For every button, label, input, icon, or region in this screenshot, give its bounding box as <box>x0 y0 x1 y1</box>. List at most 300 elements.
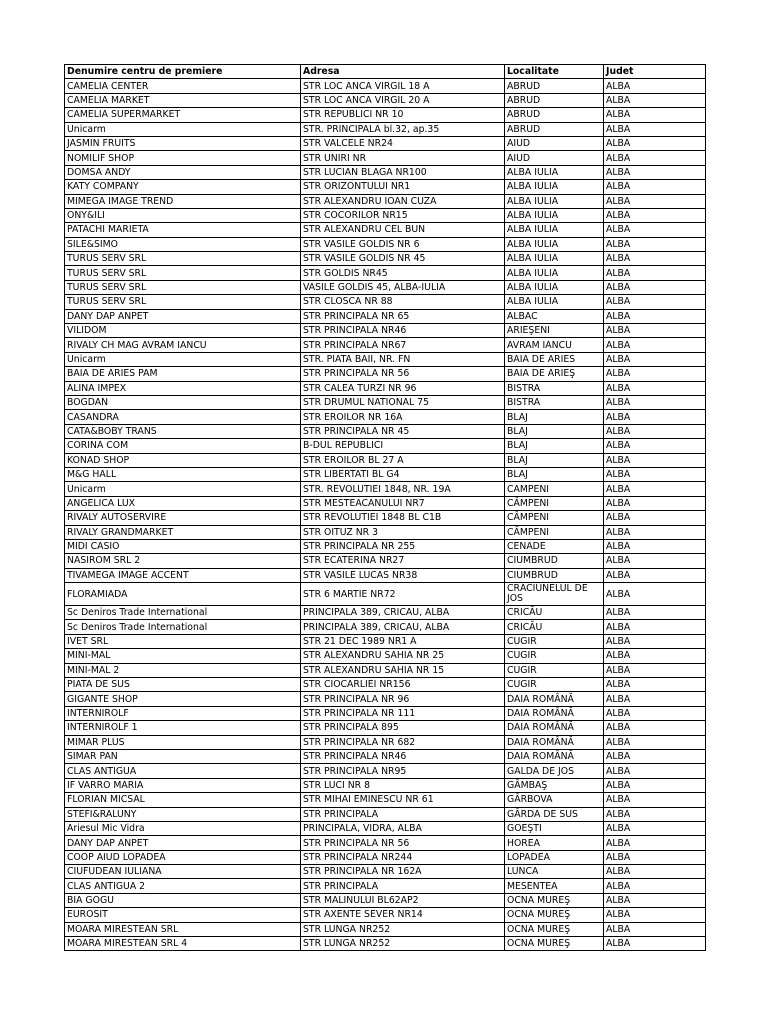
cell-county: ALBA <box>604 606 706 620</box>
table-row <box>65 309 706 323</box>
table-row <box>65 850 706 864</box>
table-row <box>65 922 706 936</box>
table-row <box>65 237 706 251</box>
cell-locality: CÂMPENI <box>505 496 604 510</box>
cell-county: ALBA <box>604 93 706 107</box>
cell-address: STR PRINCIPALA NR 56 <box>301 367 505 381</box>
cell-name: SILE&SIMO <box>65 237 301 251</box>
cell-locality: ABRUD <box>505 93 604 107</box>
cell-address: STR PRINCIPALA NR46 <box>301 324 505 338</box>
cell-locality: BAIA DE ARIES <box>505 352 604 366</box>
cell-address: STR. PIATA BAII, NR. FN <box>301 352 505 366</box>
cell-locality: CIUMBRUD <box>505 568 604 582</box>
table-row <box>65 367 706 381</box>
cell-name: CORINA COM <box>65 439 301 453</box>
cell-name: EUROSIT <box>65 908 301 922</box>
cell-county: ALBA <box>604 735 706 749</box>
table-row <box>65 525 706 539</box>
cell-address: STR COCORILOR NR15 <box>301 208 505 222</box>
table-row <box>65 453 706 467</box>
cell-name: RIVALY CH MAG AVRAM IANCU <box>65 338 301 352</box>
cell-locality: CUGIR <box>505 649 604 663</box>
cell-name: DOMSA ANDY <box>65 165 301 179</box>
table-row <box>65 295 706 309</box>
cell-name: CAMELIA MARKET <box>65 93 301 107</box>
cell-locality: AIUD <box>505 136 604 150</box>
table-row <box>65 793 706 807</box>
cell-address: STR VASILE GOLDIS NR 6 <box>301 237 505 251</box>
cell-name: PIATA DE SUS <box>65 678 301 692</box>
cell-county: ALBA <box>604 424 706 438</box>
column-header-county: Judet <box>604 65 706 79</box>
table-row <box>65 649 706 663</box>
cell-address: STR PRINCIPALA NR 111 <box>301 706 505 720</box>
cell-county: ALBA <box>604 922 706 936</box>
table-row <box>65 893 706 907</box>
cell-address: STR GOLDIS NR45 <box>301 266 505 280</box>
cell-address: STR ALEXANDRU CEL BUN <box>301 223 505 237</box>
cell-address: STR MIHAI EMINESCU NR 61 <box>301 793 505 807</box>
cell-county: ALBA <box>604 721 706 735</box>
table-row <box>65 620 706 634</box>
table-row <box>65 108 706 122</box>
table-row <box>65 136 706 150</box>
cell-county: ALBA <box>604 237 706 251</box>
cell-locality: ABRUD <box>505 108 604 122</box>
column-header-name: Denumire centru de premiere <box>65 65 301 79</box>
cell-address: VASILE GOLDIS 45, ALBA-IULIA <box>301 280 505 294</box>
cell-locality: CRICĂU <box>505 606 604 620</box>
cell-address: STR OITUZ NR 3 <box>301 525 505 539</box>
cell-county: ALBA <box>604 807 706 821</box>
cell-address: STR PRINCIPALA NR 65 <box>301 309 505 323</box>
cell-name: CATA&BOBY TRANS <box>65 424 301 438</box>
cell-county: ALBA <box>604 539 706 553</box>
cell-locality: OCNA MUREŞ <box>505 908 604 922</box>
cell-address: STR DRUMUL NATIONAL 75 <box>301 395 505 409</box>
cell-locality: CIUMBRUD <box>505 554 604 568</box>
cell-county: ALBA <box>604 937 706 951</box>
cell-locality: DAIA ROMÂNĂ <box>505 692 604 706</box>
cell-locality: OCNA MUREŞ <box>505 922 604 936</box>
cell-locality: DAIA ROMÂNĂ <box>505 749 604 763</box>
table-row <box>65 692 706 706</box>
cell-county: ALBA <box>604 79 706 93</box>
cell-county: ALBA <box>604 749 706 763</box>
cell-county: ALBA <box>604 908 706 922</box>
cell-name: DANY DAP ANPET <box>65 836 301 850</box>
cell-locality: LUNCA <box>505 865 604 879</box>
table-row <box>65 764 706 778</box>
cell-address: STR LIBERTATI BL G4 <box>301 467 505 481</box>
cell-locality: BLAJ <box>505 410 604 424</box>
cell-name: RIVALY AUTOSERVIRE <box>65 511 301 525</box>
cell-name: SIMAR PAN <box>65 749 301 763</box>
cell-county: ALBA <box>604 821 706 835</box>
cell-name: BOGDAN <box>65 395 301 409</box>
cell-name: M&G HALL <box>65 467 301 481</box>
table-row <box>65 554 706 568</box>
cell-address: STR UNIRI NR <box>301 151 505 165</box>
cell-address: STR EROILOR NR 16A <box>301 410 505 424</box>
cell-name: STEFI&RALUNY <box>65 807 301 821</box>
cell-locality: LOPADEA <box>505 850 604 864</box>
cell-county: ALBA <box>604 136 706 150</box>
cell-locality: DAIA ROMÂNĂ <box>505 735 604 749</box>
table-row <box>65 252 706 266</box>
cell-name: Unicarm <box>65 122 301 136</box>
cell-locality: ALBAC <box>505 309 604 323</box>
cell-locality: ALBA IULIA <box>505 194 604 208</box>
cell-address: STR ALEXANDRU IOAN CUZA <box>301 194 505 208</box>
cell-address: STR MESTEACANULUI NR7 <box>301 496 505 510</box>
cell-county: ALBA <box>604 338 706 352</box>
cell-locality: ABRUD <box>505 79 604 93</box>
cell-address: STR AXENTE SEVER NR14 <box>301 908 505 922</box>
table-row <box>65 496 706 510</box>
column-header-address: Adresa <box>301 65 505 79</box>
cell-locality: OCNA MUREŞ <box>505 937 604 951</box>
cell-address: STR PRINCIPALA NR95 <box>301 764 505 778</box>
table-row <box>65 539 706 553</box>
cell-name: GIGANTE SHOP <box>65 692 301 706</box>
cell-locality: HOREA <box>505 836 604 850</box>
table-row <box>65 749 706 763</box>
cell-name: IVET SRL <box>65 634 301 648</box>
cell-address: STR EROILOR BL 27 A <box>301 453 505 467</box>
cell-name: ANGELICA LUX <box>65 496 301 510</box>
cell-county: ALBA <box>604 496 706 510</box>
cell-locality: OCNA MUREŞ <box>505 893 604 907</box>
table-row <box>65 424 706 438</box>
column-header-locality: Localitate <box>505 65 604 79</box>
cell-address: STR CLOSCA NR 88 <box>301 295 505 309</box>
cell-name: BAIA DE ARIES PAM <box>65 367 301 381</box>
cell-county: ALBA <box>604 395 706 409</box>
cell-county: ALBA <box>604 180 706 194</box>
cell-county: ALBA <box>604 295 706 309</box>
cell-locality: ALBA IULIA <box>505 295 604 309</box>
cell-address: STR ALEXANDRU SAHIA NR 25 <box>301 649 505 663</box>
table-row <box>65 908 706 922</box>
cell-locality: BLAJ <box>505 453 604 467</box>
cell-address: STR PRINCIPALA NR 682 <box>301 735 505 749</box>
cell-name: CLAS ANTIGUA 2 <box>65 879 301 893</box>
cell-locality: ALBA IULIA <box>505 208 604 222</box>
cell-name: TURUS SERV SRL <box>65 280 301 294</box>
cell-name: Ariesul Mic Vidra <box>65 821 301 835</box>
cell-county: ALBA <box>604 692 706 706</box>
table-row <box>65 663 706 677</box>
table-row <box>65 821 706 835</box>
cell-locality: CUGIR <box>505 663 604 677</box>
cell-locality: ALBA IULIA <box>505 165 604 179</box>
cell-locality: CUGIR <box>505 634 604 648</box>
cell-address: STR PRINCIPALA NR46 <box>301 749 505 763</box>
table-header <box>65 65 706 79</box>
cell-locality: DAIA ROMÂNĂ <box>505 721 604 735</box>
table-row <box>65 165 706 179</box>
cell-name: FLORAMIADA <box>65 583 301 606</box>
cell-name: ONY&ILI <box>65 208 301 222</box>
cell-name: CAMELIA SUPERMARKET <box>65 108 301 122</box>
cell-address: STR LUNGA NR252 <box>301 937 505 951</box>
cell-county: ALBA <box>604 266 706 280</box>
cell-locality: BLAJ <box>505 439 604 453</box>
cell-locality: CRICĂU <box>505 620 604 634</box>
cell-name: IF VARRO MARIA <box>65 778 301 792</box>
cell-name: KONAD SHOP <box>65 453 301 467</box>
table-row <box>65 439 706 453</box>
table-row <box>65 208 706 222</box>
cell-address: STR 21 DEC 1989 NR1 A <box>301 634 505 648</box>
cell-locality: ARIEŞENI <box>505 324 604 338</box>
cell-county: ALBA <box>604 793 706 807</box>
table-row <box>65 865 706 879</box>
table-row <box>65 324 706 338</box>
table-row <box>65 807 706 821</box>
cell-address: STR LUCIAN BLAGA NR100 <box>301 165 505 179</box>
cell-address: STR LOC ANCA VIRGIL 18 A <box>301 79 505 93</box>
cell-county: ALBA <box>604 381 706 395</box>
cell-locality: ALBA IULIA <box>505 237 604 251</box>
cell-address: PRINCIPALA, VIDRA, ALBA <box>301 821 505 835</box>
cell-name: INTERNIROLF 1 <box>65 721 301 735</box>
cell-county: ALBA <box>604 165 706 179</box>
cell-county: ALBA <box>604 706 706 720</box>
cell-county: ALBA <box>604 893 706 907</box>
table-row <box>65 606 706 620</box>
cell-address: STR PRINCIPALA 895 <box>301 721 505 735</box>
cell-locality: GÂRDA DE SUS <box>505 807 604 821</box>
cell-county: ALBA <box>604 678 706 692</box>
table-row <box>65 79 706 93</box>
cell-address: STR LOC ANCA VIRGIL 20 A <box>301 93 505 107</box>
table-row <box>65 122 706 136</box>
table-row <box>65 511 706 525</box>
cell-name: ALINA IMPEX <box>65 381 301 395</box>
cell-county: ALBA <box>604 352 706 366</box>
cell-county: ALBA <box>604 764 706 778</box>
cell-name: JASMIN FRUITS <box>65 136 301 150</box>
cell-county: ALBA <box>604 367 706 381</box>
cell-locality: BISTRA <box>505 395 604 409</box>
cell-address: STR PRINCIPALA NR 162A <box>301 865 505 879</box>
cell-name: RIVALY GRANDMARKET <box>65 525 301 539</box>
cell-county: ALBA <box>604 208 706 222</box>
cell-locality: ALBA IULIA <box>505 180 604 194</box>
cell-county: ALBA <box>604 663 706 677</box>
cell-name: MINI-MAL <box>65 649 301 663</box>
cell-county: ALBA <box>604 108 706 122</box>
cell-county: ALBA <box>604 439 706 453</box>
table-row <box>65 583 706 606</box>
cell-name: Unicarm <box>65 482 301 496</box>
cell-address: STR PRINCIPALA NR 45 <box>301 424 505 438</box>
cell-address: STR PRINCIPALA NR 255 <box>301 539 505 553</box>
cell-locality: GÂMBAŞ <box>505 778 604 792</box>
cell-address: STR. PRINCIPALA bl.32, ap.35 <box>301 122 505 136</box>
cell-address: STR. REVOLUTIEI 1848, NR. 19A <box>301 482 505 496</box>
table-row <box>65 482 706 496</box>
table-row <box>65 395 706 409</box>
cell-address: STR VALCELE NR24 <box>301 136 505 150</box>
cell-county: ALBA <box>604 511 706 525</box>
cell-name: MINI-MAL 2 <box>65 663 301 677</box>
cell-locality: CÂMPENI <box>505 525 604 539</box>
table-row <box>65 352 706 366</box>
cell-address: PRINCIPALA 389, CRICAU, ALBA <box>301 620 505 634</box>
table-row <box>65 721 706 735</box>
table-row <box>65 410 706 424</box>
cell-locality: BAIA DE ARIEŞ <box>505 367 604 381</box>
cell-locality: ALBA IULIA <box>505 280 604 294</box>
cell-locality: ABRUD <box>505 122 604 136</box>
cell-county: ALBA <box>604 151 706 165</box>
table-row <box>65 568 706 582</box>
cell-county: ALBA <box>604 122 706 136</box>
cell-county: ALBA <box>604 309 706 323</box>
cell-county: ALBA <box>604 583 706 606</box>
table-row <box>65 180 706 194</box>
cell-locality: CENADE <box>505 539 604 553</box>
table-row <box>65 93 706 107</box>
table-row <box>65 879 706 893</box>
table-row <box>65 678 706 692</box>
cell-name: KATY COMPANY <box>65 180 301 194</box>
cell-address: B-DUL REPUBLICI <box>301 439 505 453</box>
cell-locality: ALBA IULIA <box>505 252 604 266</box>
cell-name: NASIROM SRL 2 <box>65 554 301 568</box>
cell-name: TURUS SERV SRL <box>65 295 301 309</box>
cell-locality: GOEŞTI <box>505 821 604 835</box>
cell-county: ALBA <box>604 634 706 648</box>
table-row <box>65 735 706 749</box>
cell-name: PATACHI MARIETA <box>65 223 301 237</box>
cell-address: STR ALEXANDRU SAHIA NR 15 <box>301 663 505 677</box>
cell-locality: CÂMPENI <box>505 511 604 525</box>
cell-name: BIA GOGU <box>65 893 301 907</box>
cell-locality: DAIA ROMÂNĂ <box>505 706 604 720</box>
table-row <box>65 381 706 395</box>
cell-locality: AVRAM IANCU <box>505 338 604 352</box>
cell-county: ALBA <box>604 280 706 294</box>
cell-name: TIVAMEGA IMAGE ACCENT <box>65 568 301 582</box>
cell-county: ALBA <box>604 836 706 850</box>
cell-county: ALBA <box>604 865 706 879</box>
cell-locality: ALBA IULIA <box>505 266 604 280</box>
cell-county: ALBA <box>604 252 706 266</box>
table-row <box>65 266 706 280</box>
cell-county: ALBA <box>604 467 706 481</box>
cell-county: ALBA <box>604 482 706 496</box>
cell-name: Sc Deniros Trade International <box>65 606 301 620</box>
cell-locality: GALDA DE JOS <box>505 764 604 778</box>
cell-address: STR LUNGA NR252 <box>301 922 505 936</box>
table-row <box>65 338 706 352</box>
table-row <box>65 634 706 648</box>
cell-county: ALBA <box>604 410 706 424</box>
cell-name: MIMAR PLUS <box>65 735 301 749</box>
cell-address: STR ECATERINA NR27 <box>301 554 505 568</box>
cell-county: ALBA <box>604 324 706 338</box>
cell-name: CASANDRA <box>65 410 301 424</box>
stores-table <box>64 64 706 951</box>
cell-address: STR REVOLUTIEI 1848 BL C1B <box>301 511 505 525</box>
cell-name: VILIDOM <box>65 324 301 338</box>
table-row <box>65 778 706 792</box>
cell-address: STR ORIZONTULUI NR1 <box>301 180 505 194</box>
cell-address: STR PRINCIPALA NR244 <box>301 850 505 864</box>
cell-name: DANY DAP ANPET <box>65 309 301 323</box>
table-row <box>65 937 706 951</box>
cell-county: ALBA <box>604 525 706 539</box>
cell-name: MOARA MIRESTEAN SRL 4 <box>65 937 301 951</box>
table-row <box>65 836 706 850</box>
cell-locality: BISTRA <box>505 381 604 395</box>
cell-locality: ALBA IULIA <box>505 223 604 237</box>
cell-address: STR VASILE LUCAS NR38 <box>301 568 505 582</box>
cell-locality: AIUD <box>505 151 604 165</box>
cell-address: STR PRINCIPALA NR 56 <box>301 836 505 850</box>
table-row <box>65 280 706 294</box>
cell-address: STR PRINCIPALA <box>301 879 505 893</box>
table-row <box>65 223 706 237</box>
cell-address: STR PRINCIPALA <box>301 807 505 821</box>
cell-address: STR VASILE GOLDIS NR 45 <box>301 252 505 266</box>
cell-locality: GÂRBOVA <box>505 793 604 807</box>
cell-name: TURUS SERV SRL <box>65 252 301 266</box>
cell-name: Sc Deniros Trade International <box>65 620 301 634</box>
cell-name: CIUFUDEAN IULIANA <box>65 865 301 879</box>
cell-name: MIMEGA IMAGE TREND <box>65 194 301 208</box>
cell-county: ALBA <box>604 778 706 792</box>
cell-name: NOMILIF SHOP <box>65 151 301 165</box>
table-row <box>65 194 706 208</box>
table-row <box>65 467 706 481</box>
cell-address: STR CALEA TURZI NR 96 <box>301 381 505 395</box>
table-row <box>65 706 706 720</box>
cell-county: ALBA <box>604 223 706 237</box>
cell-county: ALBA <box>604 453 706 467</box>
table-body <box>65 79 706 951</box>
cell-locality: BLAJ <box>505 424 604 438</box>
cell-name: COOP AIUD LOPADEA <box>65 850 301 864</box>
cell-name: MIDI CASIO <box>65 539 301 553</box>
cell-address: PRINCIPALA 389, CRICAU, ALBA <box>301 606 505 620</box>
cell-address: STR CIOCARLIEI NR156 <box>301 678 505 692</box>
cell-locality: CUGIR <box>505 678 604 692</box>
table-row <box>65 151 706 165</box>
cell-county: ALBA <box>604 879 706 893</box>
cell-county: ALBA <box>604 568 706 582</box>
cell-locality: MESENTEA <box>505 879 604 893</box>
cell-name: CLAS ANTIGUA <box>65 764 301 778</box>
cell-address: STR REPUBLICI NR 10 <box>301 108 505 122</box>
cell-county: ALBA <box>604 850 706 864</box>
cell-county: ALBA <box>604 554 706 568</box>
cell-name: CAMELIA CENTER <box>65 79 301 93</box>
cell-county: ALBA <box>604 649 706 663</box>
cell-name: MOARA MIRESTEAN SRL <box>65 922 301 936</box>
cell-address: STR MALINULUI BL62AP2 <box>301 893 505 907</box>
cell-locality: BLAJ <box>505 467 604 481</box>
cell-name: TURUS SERV SRL <box>65 266 301 280</box>
cell-name: INTERNIROLF <box>65 706 301 720</box>
cell-address: STR PRINCIPALA NR67 <box>301 338 505 352</box>
cell-locality: CRĂCIUNELUL DE JOS <box>505 583 604 606</box>
cell-locality: CAMPENI <box>505 482 604 496</box>
